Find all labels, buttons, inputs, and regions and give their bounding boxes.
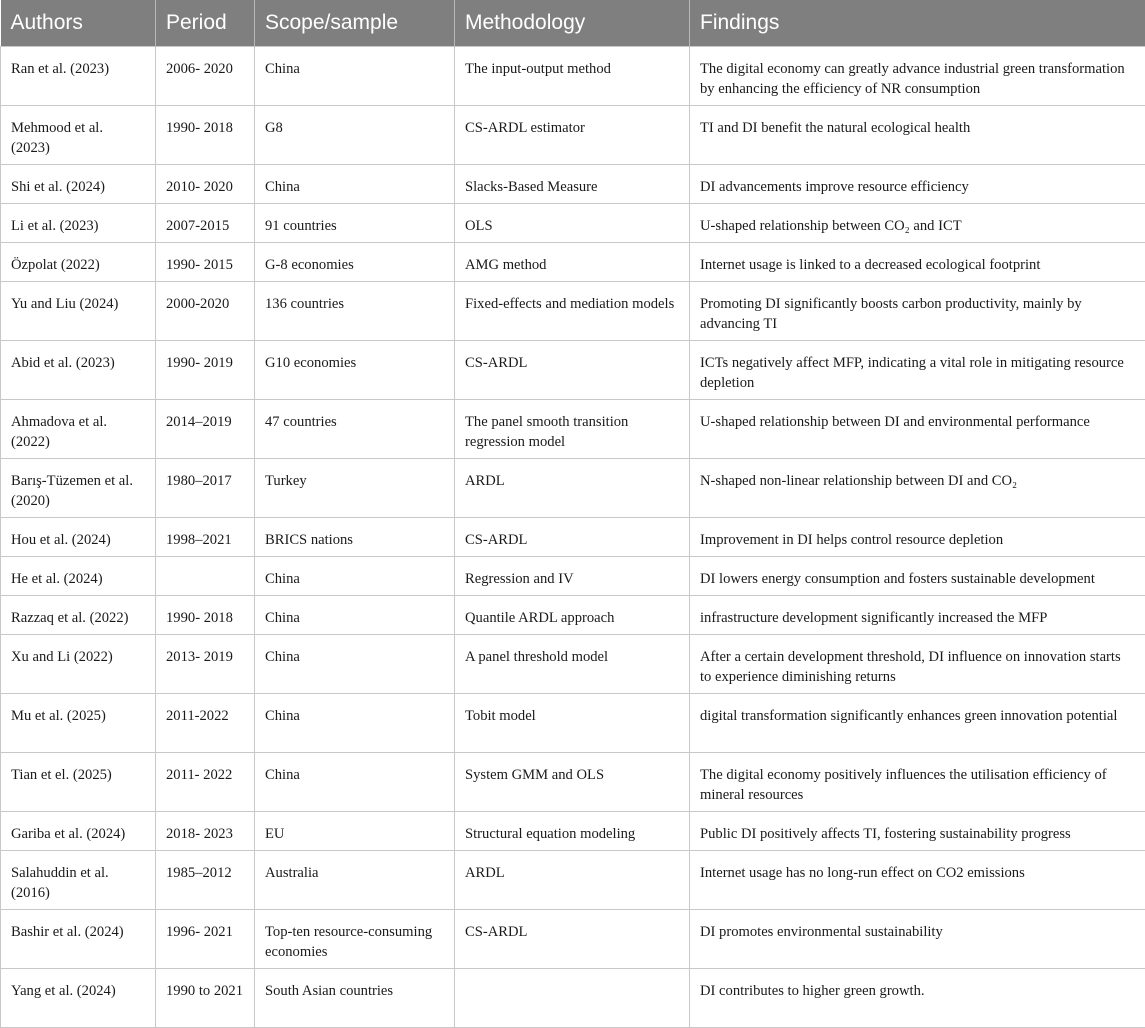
table-row [1, 282, 1145, 341]
table-row [1, 596, 1145, 635]
cell-methodology: AMG method [455, 243, 690, 282]
cell-scope: G10 economies [255, 341, 455, 400]
table-row [1, 518, 1145, 557]
cell-period: 2013- 2019 [156, 635, 255, 694]
cell-authors: Ran et al. (2023) [1, 47, 156, 106]
cell-scope: China [255, 694, 455, 753]
table-row [1, 204, 1145, 243]
header-authors: Authors [1, 0, 156, 47]
cell-period: 1980–2017 [156, 459, 255, 518]
header-methodology: Methodology [455, 0, 690, 47]
cell-scope: 91 countries [255, 204, 455, 243]
cell-period: 2018- 2023 [156, 812, 255, 851]
cell-methodology: CS-ARDL estimator [455, 106, 690, 165]
cell-authors: Hou et al. (2024) [1, 518, 156, 557]
header-scope-sample: Scope/sample [255, 0, 455, 47]
cell-authors: Tian et el. (2025) [1, 753, 156, 812]
table-row [1, 753, 1145, 812]
table-row [1, 400, 1145, 459]
cell-authors: Gariba et al. (2024) [1, 812, 156, 851]
header-row [1, 0, 1145, 47]
cell-period: 2006- 2020 [156, 47, 255, 106]
cell-authors: Özpolat (2022) [1, 243, 156, 282]
cell-period: 1985–2012 [156, 851, 255, 910]
table-row [1, 557, 1145, 596]
cell-scope: Turkey [255, 459, 455, 518]
cell-findings: digital transformation significantly enhances green innovation potential [690, 694, 1145, 753]
cell-methodology: System GMM and OLS [455, 753, 690, 812]
cell-period: 1998–2021 [156, 518, 255, 557]
cell-scope: Top-ten resource-consuming economies [255, 910, 455, 969]
cell-methodology: Quantile ARDL approach [455, 596, 690, 635]
cell-authors: He et al. (2024) [1, 557, 156, 596]
cell-methodology: A panel threshold model [455, 635, 690, 694]
cell-period: 2011-2022 [156, 694, 255, 753]
cell-period: 1996- 2021 [156, 910, 255, 969]
cell-scope: G-8 economies [255, 243, 455, 282]
cell-period: 2007-2015 [156, 204, 255, 243]
table-row [1, 910, 1145, 969]
table-row [1, 694, 1145, 753]
cell-period: 1990- 2015 [156, 243, 255, 282]
cell-scope: China [255, 47, 455, 106]
cell-scope: G8 [255, 106, 455, 165]
header-findings: Findings [690, 0, 1145, 47]
cell-scope: China [255, 635, 455, 694]
cell-authors: Shi et al. (2024) [1, 165, 156, 204]
cell-methodology: Structural equation modeling [455, 812, 690, 851]
cell-methodology: The input-output method [455, 47, 690, 106]
table-row [1, 635, 1145, 694]
table-row [1, 341, 1145, 400]
cell-findings: DI lowers energy consumption and fosters sustainable development [690, 557, 1145, 596]
cell-scope: China [255, 165, 455, 204]
cell-authors: Yu and Liu (2024) [1, 282, 156, 341]
cell-findings: DI advancements improve resource efficiency [690, 165, 1145, 204]
cell-methodology: Tobit model [455, 694, 690, 753]
cell-findings: DI contributes to higher green growth. [690, 969, 1145, 1028]
cell-methodology [455, 969, 690, 1028]
table-row [1, 459, 1145, 518]
cell-findings: Internet usage has no long-run effect on CO2 emissions [690, 851, 1145, 910]
cell-scope: 136 countries [255, 282, 455, 341]
cell-findings: ICTs negatively affect MFP, indicating a vital role in mitigating resource depletion [690, 341, 1145, 400]
cell-methodology: Regression and IV [455, 557, 690, 596]
cell-methodology: The panel smooth transition regression model [455, 400, 690, 459]
cell-period: 1990 to 2021 [156, 969, 255, 1028]
table-row [1, 969, 1145, 1028]
cell-period: 2000-2020 [156, 282, 255, 341]
cell-period [156, 557, 255, 596]
header-period: Period [156, 0, 255, 47]
cell-authors: Ahmadova et al. (2022) [1, 400, 156, 459]
cell-authors: Xu and Li (2022) [1, 635, 156, 694]
table-row [1, 851, 1145, 910]
cell-period: 2014–2019 [156, 400, 255, 459]
table-row [1, 165, 1145, 204]
cell-scope: Australia [255, 851, 455, 910]
cell-scope: EU [255, 812, 455, 851]
table-row [1, 243, 1145, 282]
cell-authors: Razzaq et al. (2022) [1, 596, 156, 635]
cell-findings: U-shaped relationship between CO₂ and ICT [690, 204, 1145, 243]
cell-scope: South Asian countries [255, 969, 455, 1028]
cell-findings: TI and DI benefit the natural ecological health [690, 106, 1145, 165]
table-row [1, 106, 1145, 165]
cell-authors: Li et al. (2023) [1, 204, 156, 243]
cell-findings: Internet usage is linked to a decreased ecological footprint [690, 243, 1145, 282]
cell-authors: Mehmood et al. (2023) [1, 106, 156, 165]
cell-findings: Public DI positively affects TI, fostering sustainability progress [690, 812, 1145, 851]
cell-authors: Yang et al. (2024) [1, 969, 156, 1028]
cell-period: 2011- 2022 [156, 753, 255, 812]
cell-findings: The digital economy can greatly advance industrial green transformation by enhancing the efficiency of NR consumption [690, 47, 1145, 106]
cell-authors: Mu et al. (2025) [1, 694, 156, 753]
cell-scope: China [255, 596, 455, 635]
cell-period: 1990- 2018 [156, 596, 255, 635]
cell-authors: Bashir et al. (2024) [1, 910, 156, 969]
cell-scope: China [255, 753, 455, 812]
cell-findings: The digital economy positively influences the utilisation efficiency of mineral resources [690, 753, 1145, 812]
cell-methodology: CS-ARDL [455, 518, 690, 557]
cell-findings: Promoting DI significantly boosts carbon productivity, mainly by advancing TI [690, 282, 1145, 341]
cell-period: 1990- 2018 [156, 106, 255, 165]
cell-scope: BRICS nations [255, 518, 455, 557]
cell-period: 1990- 2019 [156, 341, 255, 400]
cell-findings: DI promotes environmental sustainability [690, 910, 1145, 969]
cell-authors: Barış-Tüzemen et al. (2020) [1, 459, 156, 518]
cell-findings: Improvement in DI helps control resource depletion [690, 518, 1145, 557]
cell-findings: After a certain development threshold, DI influence on innovation starts to experience diminishing returns [690, 635, 1145, 694]
cell-findings: U-shaped relationship between DI and environmental performance [690, 400, 1145, 459]
cell-methodology: CS-ARDL [455, 341, 690, 400]
cell-findings: N-shaped non-linear relationship between DI and CO₂ [690, 459, 1145, 518]
cell-authors: Abid et al. (2023) [1, 341, 156, 400]
cell-methodology: Slacks-Based Measure [455, 165, 690, 204]
cell-scope: China [255, 557, 455, 596]
cell-scope: 47 countries [255, 400, 455, 459]
cell-authors: Salahuddin et al. (2016) [1, 851, 156, 910]
cell-methodology: CS-ARDL [455, 910, 690, 969]
cell-methodology: ARDL [455, 851, 690, 910]
cell-methodology: Fixed-effects and mediation models [455, 282, 690, 341]
table-row [1, 812, 1145, 851]
table-row [1, 47, 1145, 106]
cell-findings: infrastructure development significantly increased the MFP [690, 596, 1145, 635]
cell-methodology: OLS [455, 204, 690, 243]
cell-methodology: ARDL [455, 459, 690, 518]
cell-period: 2010- 2020 [156, 165, 255, 204]
